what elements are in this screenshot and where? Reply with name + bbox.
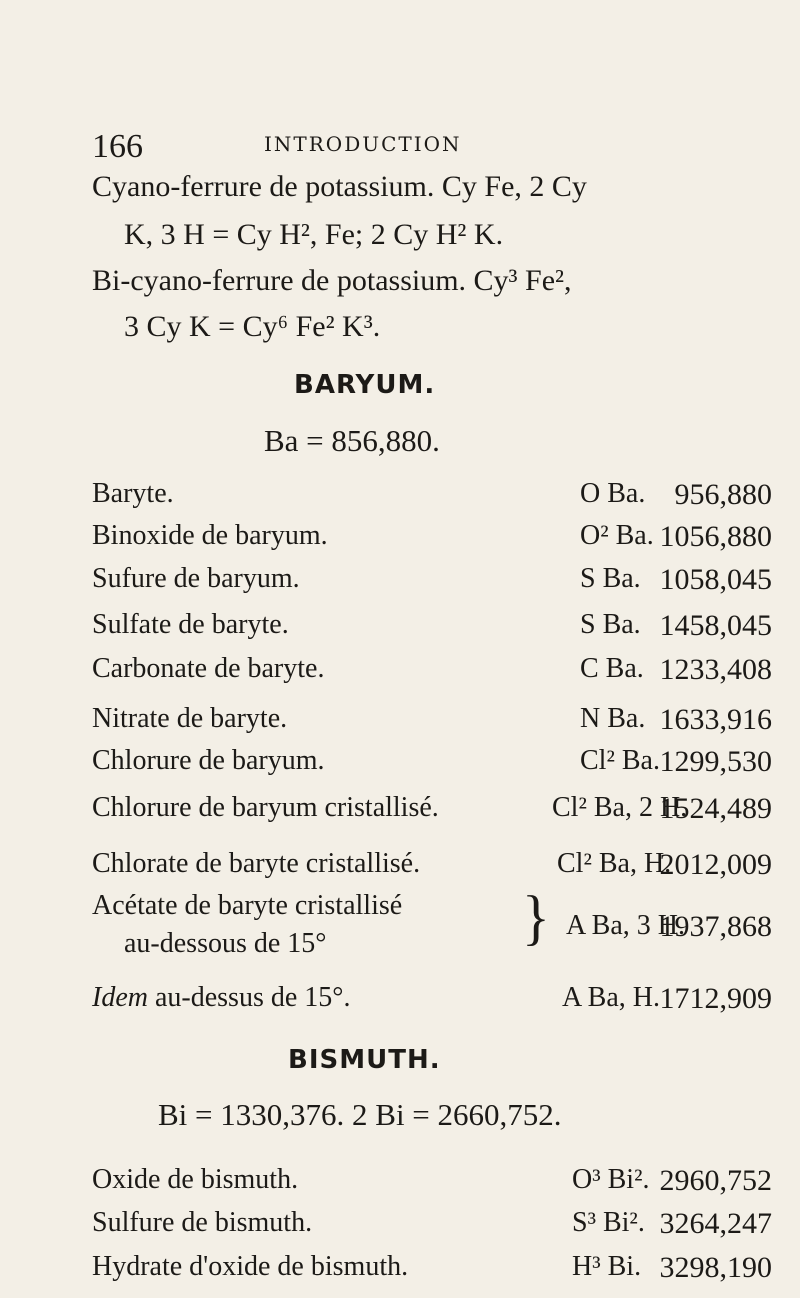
formula: Cl² Ba, 2 H. (552, 792, 688, 823)
table-row (92, 883, 772, 976)
barium-equation: Ba = 856,880. (264, 423, 440, 458)
intro-line-3: Bi-cyano-ferrure de potassium. Cy³ Fe², (92, 264, 572, 297)
compound-name: Oxide de bismuth. (92, 1164, 299, 1195)
intro-line-4: 3 Cy K = Cy⁶ Fe² K³. (124, 310, 381, 343)
table-row (92, 703, 772, 745)
table-row (92, 745, 772, 787)
compound-name: Baryte. (92, 478, 174, 509)
compound-name: Nitrate de baryte. (92, 703, 288, 734)
compound-name: Chlorate de baryte cristallisé. (92, 848, 421, 879)
value: 2012,009 (659, 848, 772, 881)
page-number: 166 (92, 128, 143, 165)
page-header (92, 128, 462, 166)
value: 1058,045 (659, 563, 772, 596)
value: 1299,530 (659, 745, 772, 778)
formula: S³ Bi². (572, 1207, 645, 1238)
value: 956,880 (674, 478, 772, 511)
compound-name: Chlorure de baryum cristallisé. (92, 792, 439, 823)
table-row (92, 792, 772, 834)
value: 1233,408 (659, 653, 772, 686)
section-title-barium: BARYUM. (294, 370, 436, 400)
value: 1524,489 (659, 792, 772, 825)
compound-name: Sulfate de baryte. (92, 609, 289, 640)
compound-name-tail: au-dessus de 15°. (147, 982, 351, 1013)
value: 1633,916 (659, 703, 772, 736)
formula: N Ba. (580, 703, 646, 734)
value: 2960,752 (659, 1164, 772, 1197)
formula: O² Ba. (580, 520, 654, 551)
value: 3264,247 (659, 1207, 772, 1240)
formula: A Ba, H. (562, 982, 660, 1013)
formula: S Ba. (580, 609, 641, 640)
value: 1458,045 (659, 609, 772, 642)
compound-name: Carbonate de baryte. (92, 653, 325, 684)
compound-name: Acétate de baryte cristallisé (92, 890, 403, 921)
value: 1937,868 (659, 910, 772, 943)
table-row (92, 520, 772, 562)
intro-line-1: Cyano-ferrure de potassium. Cy Fe, 2 Cy (92, 170, 587, 203)
formula: O³ Bi². (572, 1164, 650, 1195)
value: 1056,880 (659, 520, 772, 553)
compound-name-continued: au-dessous de 15° (124, 928, 327, 959)
compound-name: Sufure de baryum. (92, 563, 300, 594)
table-row (92, 563, 772, 605)
formula: Cl² Ba. (580, 745, 660, 776)
table-row (92, 1207, 772, 1249)
formula: S Ba. (580, 563, 641, 594)
brace-icon: } (522, 883, 550, 952)
compound-name: Chlorure de baryum. (92, 745, 325, 776)
compound-name (92, 982, 350, 1014)
intro-line-2: K, 3 H = Cy H², Fe; 2 Cy H² K. (124, 218, 504, 251)
section-title-bismuth: BISMUTH. (288, 1045, 441, 1075)
value: 3298,190 (659, 1251, 772, 1284)
table-row (92, 1251, 772, 1293)
compound-name: Binoxide de baryum. (92, 520, 328, 551)
formula: H³ Bi. (572, 1251, 642, 1282)
table-row (92, 653, 772, 695)
compound-name: Sulfure de bismuth. (92, 1207, 313, 1238)
table-row (92, 848, 772, 890)
idem-label: Idem (92, 982, 148, 1013)
value: 1712,909 (659, 982, 772, 1015)
running-head: INTRODUCTION (264, 132, 462, 156)
compound-name: Hydrate d'oxide de bismuth. (92, 1251, 409, 1282)
formula: C Ba. (580, 653, 644, 684)
table-row (92, 478, 772, 520)
bismuth-equation: Bi = 1330,376. 2 Bi = 2660,752. (158, 1097, 562, 1132)
formula: O Ba. (580, 478, 646, 509)
table-row (92, 982, 772, 1024)
table-row (92, 1164, 772, 1206)
formula: Cl² Ba, H. (557, 848, 672, 879)
table-row (92, 609, 772, 651)
formula: A Ba, 3 H. (566, 910, 685, 941)
